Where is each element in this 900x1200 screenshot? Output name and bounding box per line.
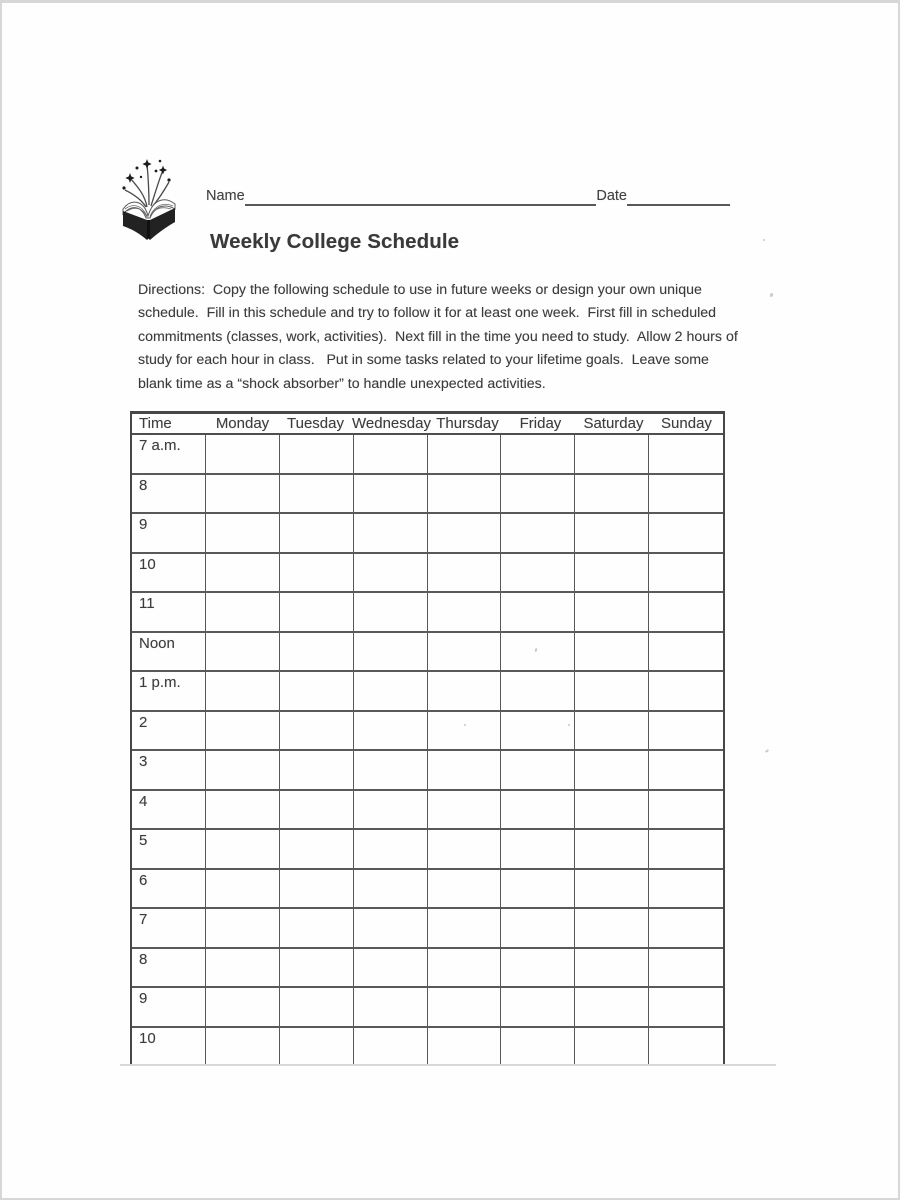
- time-label-6: 6: [132, 870, 206, 908]
- schedule-cell-saturday-row14: [575, 949, 649, 987]
- directions-line-3: commitments (classes, work, activities). Next fill in the time you need to study. Allow 2 hours of: [138, 328, 738, 345]
- schedule-row-10: [132, 554, 723, 594]
- schedule-cell-tuesday-row16: [280, 1028, 354, 1066]
- schedule-cell-wednesday-row16: [354, 1028, 428, 1066]
- schedule-cell-sunday-row7: [649, 672, 723, 710]
- schedule-cell-wednesday-row2: [354, 475, 428, 513]
- page-cut-edge: [120, 1064, 776, 1066]
- schedule-cell-thursday-row10: [428, 791, 502, 829]
- schedule-cell-tuesday-row4: [280, 554, 354, 592]
- schedule-cell-monday-row3: [206, 514, 280, 552]
- schedule-cell-sunday-row12: [649, 870, 723, 908]
- schedule-row-9: [132, 988, 723, 1028]
- schedule-cell-saturday-row8: [575, 712, 649, 750]
- schedule-cell-thursday-row1: [428, 435, 502, 473]
- schedule-cell-saturday-row5: [575, 593, 649, 631]
- schedule-cell-sunday-row9: [649, 751, 723, 789]
- time-label-10: 10: [132, 554, 206, 592]
- schedule-cell-friday-row5: [501, 593, 575, 631]
- schedule-cell-thursday-row14: [428, 949, 502, 987]
- schedule-cell-wednesday-row5: [354, 593, 428, 631]
- schedule-cell-friday-row9: [501, 751, 575, 789]
- schedule-cell-wednesday-row6: [354, 633, 428, 671]
- time-label-8: 8: [132, 949, 206, 987]
- scan-speck: [464, 724, 466, 726]
- schedule-cell-saturday-row7: [575, 672, 649, 710]
- schedule-cell-tuesday-row14: [280, 949, 354, 987]
- time-label-3: 3: [132, 751, 206, 789]
- schedule-cell-wednesday-row3: [354, 514, 428, 552]
- schedule-cell-friday-row12: [501, 870, 575, 908]
- schedule-cell-friday-row6: [501, 633, 575, 671]
- directions-paragraph: [138, 279, 738, 396]
- schedule-cell-friday-row2: [501, 475, 575, 513]
- schedule-cell-tuesday-row15: [280, 988, 354, 1026]
- schedule-cell-monday-row16: [206, 1028, 280, 1066]
- schedule-cell-thursday-row2: [428, 475, 502, 513]
- schedule-cell-friday-row13: [501, 909, 575, 947]
- schedule-cell-monday-row6: [206, 633, 280, 671]
- schedule-cell-monday-row10: [206, 791, 280, 829]
- schedule-cell-saturday-row15: [575, 988, 649, 1026]
- schedule-cell-sunday-row16: [649, 1028, 723, 1066]
- schedule-cell-thursday-row12: [428, 870, 502, 908]
- column-header-time: Time: [139, 414, 172, 432]
- schedule-cell-thursday-row15: [428, 988, 502, 1026]
- scan-speck: [765, 749, 769, 753]
- schedule-cell-friday-row1: [501, 435, 575, 473]
- time-label-11: 11: [132, 593, 206, 631]
- schedule-cell-wednesday-row10: [354, 791, 428, 829]
- schedule-cell-sunday-row11: [649, 830, 723, 868]
- schedule-row-1-p-m: [132, 672, 723, 712]
- schedule-cell-tuesday-row12: [280, 870, 354, 908]
- time-label-4: 4: [132, 791, 206, 829]
- schedule-cell-thursday-row3: [428, 514, 502, 552]
- schedule-cell-thursday-row9: [428, 751, 502, 789]
- schedule-cell-thursday-row6: [428, 633, 502, 671]
- schedule-cell-sunday-row1: [649, 435, 723, 473]
- time-label-7-a-m: 7 a.m.: [132, 435, 206, 473]
- table-body: [132, 435, 723, 1065]
- schedule-cell-sunday-row6: [649, 633, 723, 671]
- schedule-cell-monday-row12: [206, 870, 280, 908]
- schedule-cell-saturday-row2: [575, 475, 649, 513]
- schedule-cell-thursday-row8: [428, 712, 502, 750]
- schedule-cell-thursday-row4: [428, 554, 502, 592]
- schedule-cell-monday-row15: [206, 988, 280, 1026]
- schedule-cell-friday-row10: [501, 791, 575, 829]
- schedule-cell-friday-row16: [501, 1028, 575, 1066]
- schedule-cell-sunday-row3: [649, 514, 723, 552]
- time-label-10: 10: [132, 1028, 206, 1066]
- schedule-cell-saturday-row11: [575, 830, 649, 868]
- scan-speck: [568, 724, 570, 726]
- schedule-cell-friday-row11: [501, 830, 575, 868]
- date-fill-line: [627, 189, 730, 206]
- schedule-cell-friday-row8: [501, 712, 575, 750]
- schedule-cell-friday-row7: [501, 672, 575, 710]
- time-label-2: 2: [132, 712, 206, 750]
- schedule-cell-sunday-row10: [649, 791, 723, 829]
- schedule-row-10: [132, 1028, 723, 1066]
- schedule-cell-thursday-row16: [428, 1028, 502, 1066]
- time-label-noon: Noon: [132, 633, 206, 671]
- schedule-cell-thursday-row5: [428, 593, 502, 631]
- name-fill-line: [245, 189, 597, 206]
- schedule-cell-tuesday-row9: [280, 751, 354, 789]
- schedule-cell-thursday-row13: [428, 909, 502, 947]
- schedule-cell-thursday-row11: [428, 830, 502, 868]
- schedule-cell-tuesday-row10: [280, 791, 354, 829]
- schedule-cell-monday-row4: [206, 554, 280, 592]
- schedule-cell-tuesday-row6: [280, 633, 354, 671]
- schedule-cell-wednesday-row12: [354, 870, 428, 908]
- schedule-cell-wednesday-row9: [354, 751, 428, 789]
- schedule-cell-monday-row5: [206, 593, 280, 631]
- schedule-cell-sunday-row14: [649, 949, 723, 987]
- time-label-7: 7: [132, 909, 206, 947]
- schedule-cell-tuesday-row3: [280, 514, 354, 552]
- schedule-cell-tuesday-row5: [280, 593, 354, 631]
- scan-speck: [763, 239, 765, 241]
- schedule-cell-wednesday-row7: [354, 672, 428, 710]
- page-title: Weekly College Schedule: [210, 230, 460, 253]
- schedule-cell-wednesday-row15: [354, 988, 428, 1026]
- schedule-cell-tuesday-row11: [280, 830, 354, 868]
- schedule-row-5: [132, 830, 723, 870]
- schedule-cell-saturday-row6: [575, 633, 649, 671]
- date-label: Date: [596, 188, 627, 204]
- schedule-row-3: [132, 751, 723, 791]
- schedule-cell-monday-row1: [206, 435, 280, 473]
- schedule-cell-saturday-row1: [575, 435, 649, 473]
- schedule-cell-tuesday-row1: [280, 435, 354, 473]
- schedule-cell-sunday-row4: [649, 554, 723, 592]
- schedule-row-7: [132, 909, 723, 949]
- schedule-cell-wednesday-row14: [354, 949, 428, 987]
- schedule-row-7-a-m: [132, 435, 723, 475]
- schedule-cell-sunday-row15: [649, 988, 723, 1026]
- schedule-cell-saturday-row4: [575, 554, 649, 592]
- column-header-tuesday: Tuesday: [287, 414, 344, 432]
- schedule-cell-sunday-row13: [649, 909, 723, 947]
- schedule-cell-friday-row14: [501, 949, 575, 987]
- book-with-sparkles-icon: [116, 153, 184, 241]
- schedule-cell-tuesday-row7: [280, 672, 354, 710]
- directions-line-5: blank time as a “shock absorber” to handle unexpected activities.: [138, 375, 546, 392]
- schedule-cell-saturday-row16: [575, 1028, 649, 1066]
- schedule-cell-monday-row9: [206, 751, 280, 789]
- schedule-cell-tuesday-row2: [280, 475, 354, 513]
- schedule-cell-monday-row13: [206, 909, 280, 947]
- schedule-cell-monday-row2: [206, 475, 280, 513]
- schedule-cell-sunday-row8: [649, 712, 723, 750]
- schedule-cell-tuesday-row13: [280, 909, 354, 947]
- schedule-cell-monday-row14: [206, 949, 280, 987]
- weekly-schedule-table: [130, 411, 725, 1065]
- schedule-row-9: [132, 514, 723, 554]
- column-header-thursday: Thursday: [436, 414, 499, 432]
- schedule-row-2: [132, 712, 723, 752]
- scan-speck: [769, 293, 773, 298]
- directions-line-2: schedule. Fill in this schedule and try to follow it for at least one week. First fill in scheduled: [138, 305, 717, 322]
- schedule-cell-monday-row8: [206, 712, 280, 750]
- schedule-row-6: [132, 870, 723, 910]
- schedule-cell-friday-row3: [501, 514, 575, 552]
- table-header-row: [132, 414, 723, 435]
- schedule-cell-sunday-row2: [649, 475, 723, 513]
- schedule-row-noon: [132, 633, 723, 673]
- schedule-cell-wednesday-row8: [354, 712, 428, 750]
- column-header-sunday: Sunday: [661, 414, 712, 432]
- schedule-cell-saturday-row12: [575, 870, 649, 908]
- schedule-cell-tuesday-row8: [280, 712, 354, 750]
- schedule-cell-sunday-row5: [649, 593, 723, 631]
- schedule-cell-saturday-row9: [575, 751, 649, 789]
- time-label-9: 9: [132, 988, 206, 1026]
- schedule-cell-monday-row11: [206, 830, 280, 868]
- schedule-cell-friday-row4: [501, 554, 575, 592]
- schedule-cell-saturday-row13: [575, 909, 649, 947]
- schedule-cell-thursday-row7: [428, 672, 502, 710]
- schedule-row-11: [132, 593, 723, 633]
- time-label-1-p-m: 1 p.m.: [132, 672, 206, 710]
- column-header-friday: Friday: [519, 414, 562, 432]
- name-label: Name: [206, 188, 245, 204]
- column-header-saturday: Saturday: [583, 414, 644, 432]
- schedule-cell-wednesday-row11: [354, 830, 428, 868]
- schedule-row-8: [132, 475, 723, 515]
- column-header-wednesday: Wednesday: [352, 414, 431, 432]
- name-date-row: [206, 185, 730, 206]
- directions-line-1: Directions: Copy the following schedule to use in future weeks or design your own unique: [138, 282, 702, 298]
- time-label-5: 5: [132, 830, 206, 868]
- schedule-cell-monday-row7: [206, 672, 280, 710]
- schedule-row-4: [132, 791, 723, 831]
- schedule-cell-saturday-row10: [575, 791, 649, 829]
- schedule-cell-wednesday-row4: [354, 554, 428, 592]
- time-label-9: 9: [132, 514, 206, 552]
- schedule-row-8: [132, 949, 723, 989]
- schedule-cell-wednesday-row13: [354, 909, 428, 947]
- column-header-monday: Monday: [215, 414, 270, 432]
- schedule-cell-friday-row15: [501, 988, 575, 1026]
- schedule-cell-saturday-row3: [575, 514, 649, 552]
- schedule-cell-wednesday-row1: [354, 435, 428, 473]
- time-label-8: 8: [132, 475, 206, 513]
- directions-line-4: study for each hour in class. Put in some tasks related to your lifetime goals. Leave some: [138, 352, 709, 369]
